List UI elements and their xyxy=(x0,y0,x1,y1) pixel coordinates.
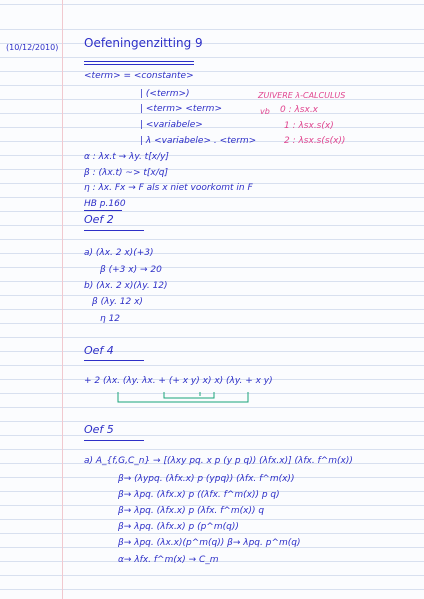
oef4-heading: Oef 4 xyxy=(84,344,114,357)
grammar-alt: | <variabele> xyxy=(140,120,203,130)
grammar-head: <term> = <constante> xyxy=(84,71,194,81)
reduction-eta: η : λx. Fx → F als x niet voorkomt in F xyxy=(84,183,253,193)
oef5-line: a) A_{f,G,C_n} → [(λxy pq. x p (y p q)) (λfx.x)] (λfx. f^m(x)) xyxy=(84,456,353,466)
oef5-line: β→ λpq. (λx.x)(p^m(q)) β→ λpq. p^m(q) xyxy=(118,538,301,548)
oef2-line: b) (λx. 2 x)(λy. 12) xyxy=(84,281,168,291)
oef5-line: β→ (λypq. (λfx.x) p (ypq)) (λfx. f^m(x)) xyxy=(118,474,295,484)
oef5-line: β→ λpq. (λfx.x) p ((λfx. f^m(x)) p q) xyxy=(118,490,280,500)
grammar-alt: | λ <variabele> . <term> xyxy=(140,136,257,146)
oef5-underline xyxy=(84,440,144,441)
oef2-heading: Oef 2 xyxy=(84,213,114,226)
reduction-alpha: α : λx.t → λy. t[x/y] xyxy=(84,152,169,162)
reference: HB p.160 xyxy=(84,199,126,209)
calculus-header: ZUIVERE λ-CALCULUS xyxy=(258,91,346,100)
page-title: Oefeningenzitting 9 xyxy=(84,36,203,50)
oef5-line: β→ λpq. (λfx.x) p (λfx. f^m(x)) q xyxy=(118,506,265,516)
oef2-line: β (λy. 12 x) xyxy=(92,297,143,307)
reduction-beta: β : (λx.t) ~> t[x/q] xyxy=(84,168,168,178)
calculus-line: 2 : λsx.s(s(x)) xyxy=(284,136,346,146)
oef5-line: α→ λfx. f^m(x) → C_m xyxy=(118,555,219,565)
oef2-line: β (+3 x) → 20 xyxy=(100,265,162,275)
oef4-expression: + 2 (λx. (λy. λx. + (+ x y) x) x) (λy. + x y) xyxy=(84,376,273,386)
oef2-line: η 12 xyxy=(100,314,121,324)
grammar-alt: | <term> <term> xyxy=(140,104,222,114)
grammar-alt: | (<term>) xyxy=(140,89,190,99)
binding-arc xyxy=(118,392,248,402)
oef5-heading: Oef 5 xyxy=(84,423,114,436)
calculus-line: 1 : λsx.s(x) xyxy=(284,121,334,131)
calculus-vb: vb xyxy=(260,107,270,116)
oef5-line: β→ λpq. (λfx.x) p (p^m(q)) xyxy=(118,522,239,532)
oef2-line: a) (λx. 2 x)(+3) xyxy=(84,248,154,258)
binding-arc xyxy=(164,392,214,398)
calculus-line: 0 : λsx.x xyxy=(280,105,319,115)
date: (10/12/2010) xyxy=(6,43,59,52)
